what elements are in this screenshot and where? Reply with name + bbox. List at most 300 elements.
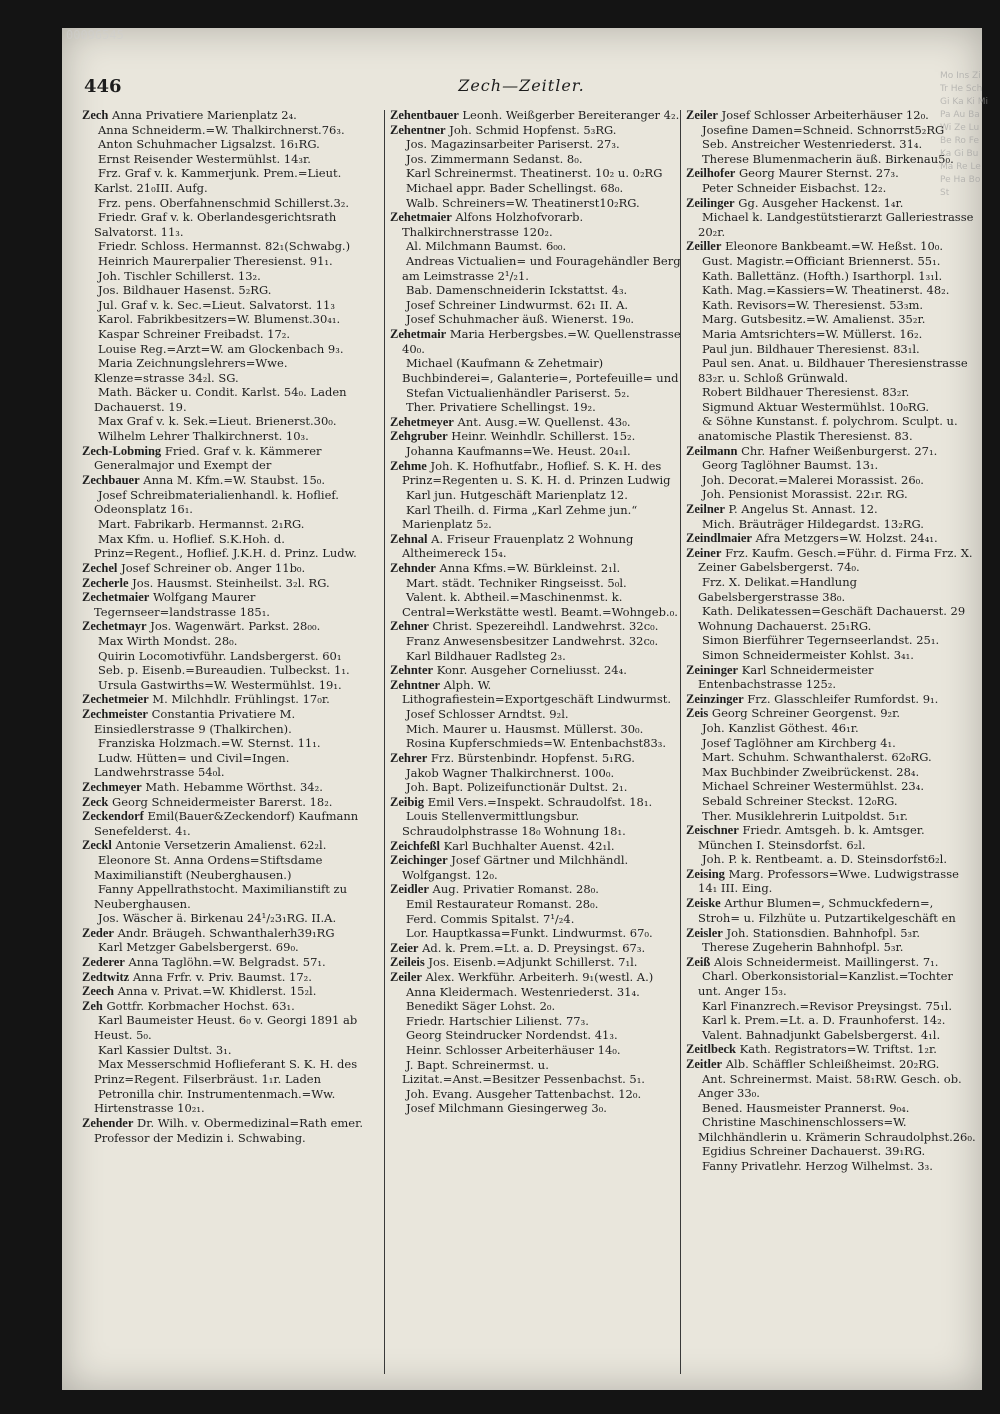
entry-dash [686, 414, 702, 429]
entry-dash [686, 473, 702, 488]
directory-entry [82, 751, 374, 780]
entry-dash [390, 1058, 406, 1073]
entry-surname: Zeckendorf [82, 809, 144, 824]
entry-text: Georg Schreiner Georgenst. 9₂r. [711, 706, 901, 721]
directory-entry [686, 750, 978, 765]
directory-entry [686, 210, 978, 239]
entry-text: Arthur Blumen=, Schmuckfedern=, Stroh= u. Filzhüte u. Putzartikelgeschäft en [698, 896, 956, 925]
directory-entry [82, 108, 374, 123]
entry-text: Josef Schreiner ob. Anger 11b₀. [121, 561, 306, 576]
entry-dash [686, 1101, 702, 1116]
directory-entry [82, 429, 374, 444]
entry-text: Josef Schlosser Arbeiterhäuser 12₀. [721, 108, 929, 122]
entry-text: Paul jun. Bildhauer Theresienst. 83₁l. [702, 341, 920, 356]
entry-text: Eleonore Bankbeamt.=W. Heßst. 10₀. [725, 239, 944, 254]
entry-surname: Zeiske [686, 896, 721, 911]
directory-entry [390, 386, 682, 401]
entry-surname: Zeileis [390, 955, 425, 970]
directory-entry [390, 166, 682, 181]
directory-entry [686, 575, 978, 604]
page-header [84, 76, 959, 102]
directory-entry [390, 912, 682, 927]
entry-dash [686, 1115, 702, 1130]
entry-text: Ferd. Commis Spitalst. 7¹/₂4. [406, 911, 575, 926]
running-head: Zech—Zeitler. [458, 76, 585, 95]
entry-text: Karl Finanzrech.=Revisor Preysingst. 75₁l. [702, 998, 953, 1013]
directory-entry [686, 1042, 978, 1057]
entry-text: Louis Stellenvermittlungsbur. Schraudolphstrasse 18₀ Wohnung 18₁. [402, 809, 626, 839]
directory-entry [390, 400, 682, 415]
entry-text: Antonie Versetzerin Amalienst. 62₂l. [115, 838, 327, 853]
entry-dash [390, 137, 406, 152]
entry-text: Alfons Holzhofvorarb. Thalkirchnerstrasse 120₂. [402, 210, 584, 239]
directory-entry [686, 999, 978, 1014]
entry-text: Ther. Privatiere Schellingst. 19₂. [406, 400, 596, 415]
directory-entry [82, 619, 374, 634]
directory-entry [82, 780, 374, 795]
entry-dash [82, 152, 98, 167]
entry-text: Josef Taglöhner am Kirchberg 4₁. [702, 735, 896, 750]
entry-surname: Zehentbauer [390, 108, 459, 122]
entry-text: Andreas Victualien= und Fouragehändler Berg am Leimstrasse 2¹/₂1. [402, 253, 681, 283]
directory-entry [686, 137, 978, 152]
entry-text: Emil Vers.=Inspekt. Schraudolfst. 18₁. [427, 794, 653, 809]
directory-entry [390, 853, 682, 882]
directory-entry [686, 779, 978, 794]
entry-text: Fanny Privatlehr. Herzog Wilhelmst. 3₃. [702, 1159, 933, 1174]
directory-entry [82, 239, 374, 254]
entry-dash [686, 969, 702, 984]
directory-page [62, 28, 982, 1390]
entry-dash [82, 736, 98, 751]
entry-surname: Zeis [686, 706, 709, 721]
entry-surname: Zeier [390, 940, 419, 955]
entry-text: Frz. Kaufm. Gesch.=Führ. d. Firma Frz. X. Zeiner Gabelsbergerst. 74₀. [698, 545, 973, 575]
directory-entry [82, 692, 374, 707]
directory-entry [686, 531, 978, 546]
directory-entry [686, 502, 978, 517]
adjacent-page-strip: Mo Ins Zi Tr He Sch Gi Ka Ki Mi Pa Au Ba Wi Ze Lu Be Ro Fe Ka Gi Bu Ma Re Le Pe Ha Bo St [940, 71, 988, 198]
directory-entry [82, 473, 374, 488]
entry-text: Maria Zeichnungslehrers=Wwe. Klenze=strasse 34₂l. SG. [94, 356, 288, 385]
directory-entry [686, 458, 978, 473]
entry-text: Emil(Bauer&Zeckendorf) Kaufmann Senefelderst. 4₁. [94, 809, 359, 838]
entry-dash [82, 327, 98, 342]
directory-entry [686, 414, 978, 443]
entry-dash [390, 1043, 406, 1058]
entry-text: Joh. Bapt. Polizeifunctionär Dultst. 2₁. [406, 780, 628, 795]
entry-text: Peter Schneider Eisbachst. 12₂. [702, 180, 887, 195]
entry-text: Bab. Damenschneiderin Ickstattst. 4₃. [406, 283, 628, 298]
directory-entry [686, 633, 978, 648]
entry-surname: Zeckl [82, 838, 112, 853]
entry-text: Joh. Tischler Schillerst. 13₂. [98, 268, 261, 283]
directory-entry [686, 969, 978, 998]
directory-entry [390, 839, 682, 854]
entry-dash [390, 283, 406, 298]
entry-text: Kaspar Schreiner Freibadst. 17₂. [98, 326, 291, 341]
entry-dash [82, 283, 98, 298]
directory-entry [686, 444, 978, 459]
directory-entry [686, 794, 978, 809]
entry-dash [390, 634, 406, 649]
entry-text: Joh. Decorat.=Malerei Morassist. 26₀. [702, 472, 924, 487]
directory-entry [390, 751, 682, 766]
directory-entry [82, 999, 374, 1014]
directory-entry [82, 532, 374, 562]
entry-text: Dr. Wilh. v. Obermedizinal=Rath emer. Professor der Medizin i. Schwabing. [94, 1115, 363, 1145]
entry-dash [390, 897, 406, 912]
entry-dash [686, 779, 702, 794]
entry-dash [390, 926, 406, 941]
entry-surname: Zeininger [686, 662, 739, 677]
directory-entry [82, 1013, 374, 1042]
entry-dash [82, 166, 98, 181]
directory-entry [82, 385, 374, 414]
entry-dash [390, 1087, 406, 1102]
directory-entry [390, 809, 682, 838]
directory-entry [390, 561, 682, 576]
directory-entry [82, 342, 374, 357]
directory-entry [390, 985, 682, 1000]
entry-surname: Zehnter [390, 663, 434, 678]
entry-text: Frz. X. Delikat.=Handlung Gabelsbergerstrasse 38₀. [698, 575, 857, 604]
directory-entry [82, 488, 374, 517]
entry-dash [686, 137, 702, 152]
entry-dash [390, 386, 406, 401]
entry-dash [390, 576, 406, 591]
entry-text: Ernst Reisender Westermühlst. 14₃r. [98, 151, 311, 166]
entry-surname: Zeiner [686, 545, 722, 560]
entry-dash [686, 385, 702, 400]
page-number: 446 [84, 76, 122, 97]
entry-dash [686, 648, 702, 663]
entry-surname: Zechetmeier [82, 692, 149, 707]
directory-entry [390, 298, 682, 313]
directory-entry [82, 970, 374, 985]
entry-text: Therese Blumenmacherin äuß. Birkenau5₀. [702, 151, 954, 166]
entry-surname: Zeilinger [686, 195, 735, 210]
directory-entry [686, 706, 978, 721]
entry-surname: Zechbauer [82, 473, 140, 488]
entry-text: Joh. Kanzlist Göthest. 46₁r. [702, 720, 859, 735]
entry-dash [82, 649, 98, 664]
directory-entry [390, 663, 682, 678]
entry-text: Kath. Revisors=W. Theresienst. 53₃m. [702, 297, 924, 312]
directory-entry [82, 926, 374, 941]
directory-entry [686, 765, 978, 780]
entry-surname: Zeinzinger [686, 691, 744, 706]
entry-text: Robert Bildhauer Theresienst. 83₂r. [702, 385, 910, 400]
directory-entry [686, 663, 978, 692]
entry-text: Josef Schreiner Lindwurmst. 62₁ II. A. [406, 297, 629, 312]
entry-dash [686, 298, 702, 313]
directory-entry [686, 736, 978, 751]
entry-text: Aug. Privatier Romanst. 28₀. [432, 882, 599, 897]
directory-entry [686, 298, 978, 313]
directory-entry [686, 1013, 978, 1028]
directory-entry [686, 473, 978, 488]
entry-dash [686, 604, 702, 619]
entry-surname: Zeiß [686, 954, 711, 969]
entry-text: Alb. Schäffler Schleißheimst. 20₂RG. [725, 1056, 940, 1071]
directory-entry [82, 561, 374, 576]
directory-entry [82, 283, 374, 298]
entry-dash [686, 794, 702, 809]
entry-text: Mart. Fabrikarb. Hermannst. 2₁RG. [98, 516, 305, 531]
directory-entry [82, 809, 374, 838]
directory-entry [686, 1159, 978, 1174]
directory-entry [82, 166, 374, 195]
entry-text: Walb. Schreiners=W. Theatinerst10₂RG. [406, 195, 640, 210]
directory-entry [686, 181, 978, 196]
entry-text: Karl Schneidermeister Entenbachstrasse 125₂. [698, 662, 874, 692]
entry-text: Kath. Mag.=Kassiers=W. Theatinerst. 48₂. [702, 283, 950, 298]
entry-dash [390, 152, 406, 167]
directory-entry [82, 196, 374, 211]
entry-dash [82, 882, 98, 897]
entry-surname: Zeilhofer [686, 166, 736, 181]
entry-text: Ther. Musiklehrerin Luitpoldst. 5₁r. [702, 808, 908, 823]
entry-text: Seb. p. Eisenb.=Bureaudien. Tulbeckst. 1₁. [98, 663, 350, 678]
entry-dash [390, 736, 406, 751]
entry-text: Johanna Kaufmanns=We. Heust. 20₄₁l. [406, 443, 631, 458]
entry-dash [82, 940, 98, 955]
entry-dash [390, 649, 406, 664]
entry-text: Ludw. Hütten= und Civil=Ingen. Landwehrstrasse 54₀l. [94, 750, 290, 780]
directory-entry [82, 911, 374, 926]
directory-entry [390, 926, 682, 941]
entry-dash [686, 750, 702, 765]
directory-entry [686, 123, 978, 138]
directory-entry [82, 1057, 374, 1087]
entry-text: Anton Schuhmacher Ligsalzst. 16₁RG. [98, 137, 320, 152]
entry-dash [686, 312, 702, 327]
entry-surname: Zeh [82, 998, 103, 1013]
entry-dash [82, 488, 98, 503]
directory-entry [686, 648, 978, 663]
directory-entry [686, 283, 978, 298]
directory-entry [390, 459, 682, 489]
entry-text: Quirin Locomotivführ. Landsbergerst. 60₁ [98, 648, 342, 663]
entry-text: Friedr. Hartschier Lilienst. 77₃. [406, 1013, 589, 1028]
directory-entry [390, 1087, 682, 1102]
entry-dash [686, 633, 702, 648]
entry-text: Al. Milchmann Baumst. 6₀₀. [406, 239, 567, 254]
entry-dash [686, 809, 702, 824]
entry-dash [82, 414, 98, 429]
entry-surname: Zechmeyer [82, 779, 142, 794]
directory-entry [686, 1028, 978, 1043]
entry-text: Karl jun. Hutgeschäft Marienplatz 12. [406, 488, 628, 503]
entry-text: Jos. Wagenwärt. Parkst. 28₀₀. [150, 619, 321, 634]
directory-entry [390, 152, 682, 167]
directory-entry [82, 137, 374, 152]
entry-dash [390, 1028, 406, 1043]
entry-dash [686, 123, 702, 138]
directory-entry [82, 590, 374, 619]
entry-dash [82, 239, 98, 254]
entry-surname: Zeidler [390, 882, 429, 897]
directory-entry [390, 196, 682, 211]
entry-dash [686, 400, 702, 415]
entry-dash [686, 517, 702, 532]
directory-entry [82, 707, 374, 736]
entry-text: Leonh. Weißgerber Bereiteranger 4₂. [462, 108, 680, 122]
entry-text: Jos. Magazinsarbeiter Pariserst. 27₃. [406, 137, 620, 152]
entry-text: Georg Steindrucker Nordendst. 41₃. [406, 1028, 618, 1043]
entry-text: Kath. Registrators=W. Triftst. 1₂r. [739, 1042, 937, 1057]
entry-text: Anna Taglöhn.=W. Belgradst. 57₁. [128, 955, 326, 970]
directory-entry [686, 940, 978, 955]
directory-entry [390, 356, 682, 386]
directory-entry [686, 487, 978, 502]
entry-dash [390, 590, 406, 605]
directory-entry [390, 576, 682, 591]
directory-entry [82, 795, 374, 810]
entry-text: Michael appr. Bader Schellingst. 68₀. [406, 180, 624, 195]
entry-text: Simon Bierführer Tegernseerlandst. 25₁. [702, 633, 940, 648]
directory-entry [390, 999, 682, 1014]
entry-dash [390, 356, 406, 371]
entry-dash [82, 429, 98, 444]
entry-text: Mart. städt. Techniker Ringseisst. 5₀l. [406, 575, 627, 590]
directory-entry [390, 795, 682, 810]
directory-entry [82, 838, 374, 853]
entry-text: Anna Kfms.=W. Bürkleinst. 2₁l. [439, 561, 621, 576]
entry-text: Petronilla chir. Instrumentenmach.=Ww. Hirtenstrasse 10₂₁. [94, 1086, 336, 1116]
directory-entry [686, 1115, 978, 1144]
directory-entry [686, 852, 978, 867]
entry-text: Valent. k. Abtheil.=Maschinenmst. k. Central=Werkstätte westl. Beamt.=Wohngeb.₀. [402, 590, 678, 619]
entry-surname: Zeiller [686, 239, 722, 254]
directory-entry [390, 678, 682, 708]
directory-entry [686, 196, 978, 211]
entry-text: M. Milchhdlr. Frühlingst. 17₀r. [152, 692, 330, 707]
entry-text: Andr. Bräugeh. Schwanthalerh39₁RG [117, 925, 335, 940]
entry-text: Lor. Hauptkassa=Funkt. Lindwurmst. 67₀. [406, 926, 653, 941]
entry-dash [686, 210, 702, 225]
entry-surname: Zechetmayr [82, 619, 147, 634]
entry-dash [390, 239, 406, 254]
directory-entry [390, 444, 682, 459]
entry-text: Karl Kassier Dultst. 3₁. [98, 1042, 232, 1057]
entry-text: Sigmund Aktuar Westermühlst. 10₀RG. [702, 399, 930, 414]
entry-dash [686, 458, 702, 473]
directory-entry [686, 1057, 978, 1072]
entry-text: Stefan Victualienhändler Pariserst. 5₂. [406, 385, 630, 400]
entry-dash [390, 722, 406, 737]
entry-text: Kath. Ballettänz. (Hofth.) Isarthorpl. 1₃₁l. [702, 268, 943, 283]
entry-surname: Zeilner [686, 502, 725, 517]
entry-text: Friedr. Schloss. Hermannst. 82₁(Schwabg.) [98, 239, 351, 254]
entry-text: Karol. Fabrikbesitzers=W. Blumenst.30₄₁. [98, 312, 341, 327]
entry-dash [390, 181, 406, 196]
entry-surname: Zechmeister [82, 706, 148, 721]
entry-surname: Zeder [82, 925, 114, 940]
directory-entry [82, 853, 374, 882]
entry-surname: Zeck [82, 794, 109, 809]
entry-text: Heinr. Schlosser Arbeiterhäuser 14₀. [406, 1042, 621, 1057]
entry-dash [390, 707, 406, 722]
entry-dash [686, 342, 702, 357]
entry-text: Mart. Schuhm. Schwanthalerst. 62₀RG. [702, 750, 932, 765]
entry-dash [390, 912, 406, 927]
directory-entry [390, 137, 682, 152]
entry-surname: Zehetmair [390, 326, 447, 341]
entry-text: Joh. Evang. Ausgeher Tattenbachst. 12₀. [406, 1086, 642, 1101]
entry-text: Anna Privatiere Marienplatz 2₄. [112, 108, 297, 122]
directory-entry [82, 210, 374, 239]
entry-text: Chr. Hafner Weißenburgerst. 27₁. [741, 443, 938, 458]
column-1 [82, 108, 374, 1378]
entry-dash [390, 766, 406, 781]
directory-entry [390, 722, 682, 737]
entry-text: Anna Kleidermach. Westenriederst. 31₄. [406, 984, 640, 999]
entry-dash [82, 254, 98, 269]
column-2 [390, 108, 682, 1378]
directory-entry [686, 546, 978, 575]
entry-dash [82, 751, 98, 766]
entry-text: Jul. Graf v. k. Sec.=Lieut. Salvatorst. 11₃ [98, 297, 335, 312]
entry-text: Jos. Hausmst. Steinheilst. 3₂l. RG. [132, 575, 330, 590]
entry-text: Gottfr. Korbmacher Hochst. 63₁. [106, 998, 295, 1013]
entry-dash [686, 765, 702, 780]
entry-dash [390, 503, 406, 518]
directory-entry [686, 517, 978, 532]
entry-text: Ant. Ausg.=W. Quellenst. 43₀. [457, 414, 631, 429]
entry-dash [82, 532, 98, 547]
entry-text: Josefine Damen=Schneid. Schnorrst5₂RG [702, 122, 945, 137]
entry-text: Anna v. Privat.=W. Khidlerst. 15₂l. [117, 984, 317, 999]
entry-text: Charl. Oberkonsistorial=Kanzlist.=Tochter unt. Anger 15₃. [698, 969, 953, 998]
entry-text: Joh. P. k. Rentbeamt. a. D. Steinsdorfst6₂l. [702, 852, 948, 867]
entry-text: Constantia Privatiere M. Einsiedlerstrasse 9 (Thalkirchen). [94, 706, 296, 736]
entry-text: Franz Anwesensbesitzer Landwehrst. 32c₀. [406, 634, 659, 648]
directory-entry [82, 663, 374, 678]
directory-entry [686, 400, 978, 415]
entry-text: Konr. Ausgeher Corneliusst. 24₄. [436, 663, 627, 678]
entry-dash [390, 1014, 406, 1029]
entry-dash [82, 210, 98, 225]
directory-entry [686, 327, 978, 342]
entry-dash [82, 196, 98, 211]
entry-text: Karl Buchhalter Auenst. 42₁l. [443, 838, 615, 853]
entry-text: Frz. pens. Oberfahnenschmid Schillerst.3₂. [98, 195, 350, 210]
entry-text: Friedr. Graf v. k. Oberlandesgerichtsrath Salvatorst. 11₃. [94, 210, 337, 239]
entry-surname: Zehetmeyer [390, 414, 454, 429]
directory-entry [390, 254, 682, 283]
entry-dash [686, 1144, 702, 1159]
entry-dash [686, 356, 702, 371]
entry-text: Georg Taglöhner Baumst. 13₁. [702, 458, 879, 473]
directory-entry [686, 896, 978, 926]
entry-text: Ad. k. Prem.=Lt. a. D. Preysingst. 67₃. [422, 940, 646, 955]
entry-dash [390, 166, 406, 181]
directory-entry [390, 123, 682, 138]
entry-dash [390, 196, 406, 211]
entry-text: J. Bapt. Schreinermst. u. Lizitat.=Anst.=Besitzer Pessenbachst. 5₁. [402, 1057, 645, 1087]
entry-text: Therese Zugeherin Bahnhofpl. 5₃r. [702, 940, 904, 955]
entry-dash [390, 298, 406, 313]
entry-text: Gust. Magistr.=Officiant Briennerst. 55₁. [702, 253, 941, 268]
entry-text: Ursula Gastwirths=W. Westermühlst. 19₁. [98, 677, 342, 692]
entry-text: Jos. Bildhauer Hasenst. 5₂RG. [98, 283, 272, 298]
entry-text: Heinrich Maurerpalier Theresienst. 91₁. [98, 253, 333, 268]
directory-entry [390, 210, 682, 239]
directory-entry [390, 327, 682, 356]
entry-dash [390, 1101, 406, 1116]
